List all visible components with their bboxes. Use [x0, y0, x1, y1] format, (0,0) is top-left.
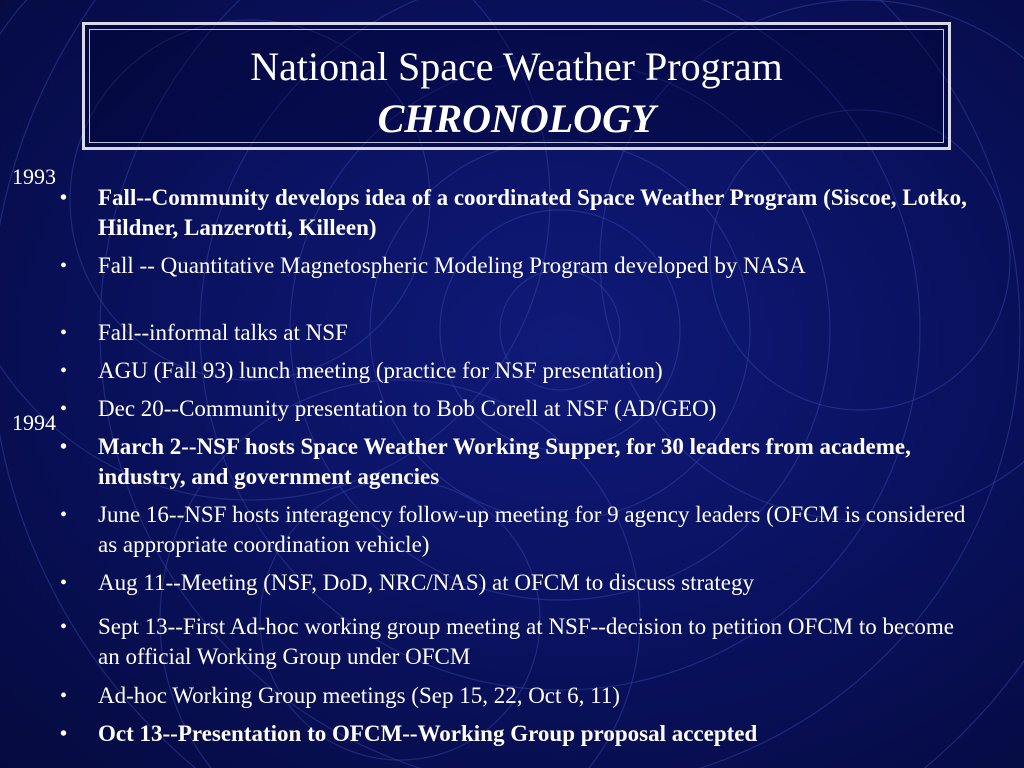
bullet-icon: • [60, 187, 68, 209]
list-item-text: Oct 13--Presentation to OFCM--Working Group proposal accepted [98, 721, 758, 746]
list-item-text: Dec 20--Community presentation to Bob Corell at NSF (AD/GEO) [98, 396, 717, 421]
list-item [60, 719, 978, 749]
year-label-1993: 1993 [12, 164, 56, 189]
bullet-icon: • [60, 723, 68, 745]
list-item-text: Fall--informal talks at NSF [98, 320, 348, 345]
bullet-icon: • [60, 322, 68, 344]
list-item-text: Fall -- Quantitative Magnetospheric Modeling Program developed by NASA [98, 253, 806, 278]
bullet-icon: • [60, 572, 68, 594]
list-item [60, 568, 978, 598]
bullet-icon: • [60, 360, 68, 382]
list-item [60, 500, 978, 560]
list-item [60, 394, 978, 424]
list-item [60, 318, 978, 348]
list-item-text: March 2--NSF hosts Space Weather Working Supper, for 30 leaders from academe, industry, and government agencies [98, 434, 911, 489]
list-item-text: Aug 11--Meeting (NSF, DoD, NRC/NAS) at OFCM to discuss strategy [98, 570, 754, 595]
year-label-1994: 1994 [12, 410, 56, 435]
bullet-icon: • [60, 685, 68, 707]
bullet-icon: • [60, 504, 68, 526]
bullet-icon: • [60, 255, 68, 277]
list-item-text: Sept 13--First Ad-hoc working group meeting at NSF--decision to petition OFCM to become an official Working Group under OFCM [98, 614, 955, 669]
list-item-text: Ad-hoc Working Group meetings (Sep 15, 22, Oct 6, 11) [98, 683, 620, 708]
bullet-icon: • [60, 616, 68, 638]
page-title: National Space Weather Program [250, 44, 783, 89]
list-item [60, 432, 978, 492]
list-item-text: AGU (Fall 93) lunch meeting (practice for NSF presentation) [98, 358, 663, 383]
list-item-text: June 16--NSF hosts interagency follow-up meeting for 9 agency leaders (OFCM is considered as appropriate coordination vehicle) [98, 502, 966, 557]
title-box [82, 22, 951, 150]
list-item [60, 681, 978, 711]
list-item [60, 183, 978, 243]
list-item [60, 251, 978, 281]
list-item-text: Fall--Community develops idea of a coordinated Space Weather Program (Siscoe, Lotko, Hildner, Lanzerotti, Killeen) [98, 185, 967, 240]
list-item [60, 612, 978, 672]
list-item [60, 356, 978, 386]
page-subtitle: CHRONOLOGY [377, 96, 656, 141]
bullet-icon: • [60, 436, 68, 458]
bullet-icon: • [60, 398, 68, 420]
